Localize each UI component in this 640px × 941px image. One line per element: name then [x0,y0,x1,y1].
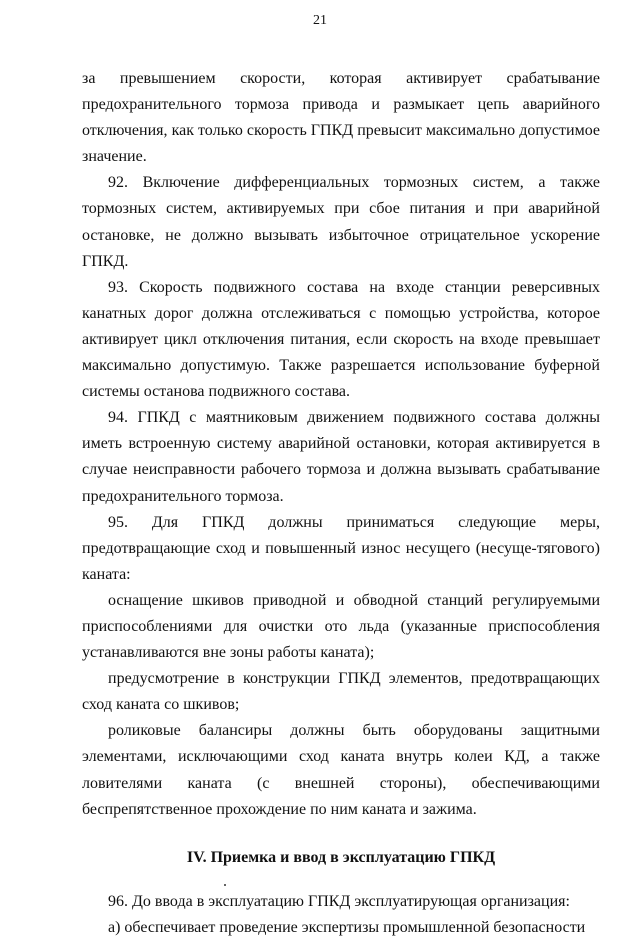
paragraph-96a: а) обеспечивает проведение экспертизы промышленной безопасности [108,918,586,936]
paragraph-94: 94. ГПКД с маятниковым движением подвижного состава должны иметь встроенную систему аварийной остановки, которая активируется в случае неисправности рабочего тормоза и должна вызывать срабатывание предохранительного тормоза. [82,409,600,505]
paragraph-continuation: за превышением скорости, которая активирует срабатывание предохранительного тормоза привода и размыкает цепь аварийного отключения, как только скорость ГПКД превысит максимально допустимое значение. [82,70,600,166]
scan-artifact-dot [224,884,226,886]
list-item-roller-batteries: роликовые балансиры должны быть оборудованы защитными элементами, исключающими сход каната внутрь колеи КД, а также ловителями каната (с внешней стороны), обеспечивающими беспрепятственное прохождение по ним каната и зажима. [82,722,600,818]
list-item-sheave-deicing: оснащение шкивов приводной и обводной станций регулируемыми приспособлениями для очистки ото льда (указанные приспособления устанавливаются вне зоны работы каната); [82,591,600,662]
document-body [82,66,600,941]
paragraph-93: 93. Скорость подвижного состава на входе станции реверсивных канатных дорог должна отслеживаться с помощью устройства, которое активирует цикл отключения питания, если скорость на входе превышает максимально допустимую. Также разрешается использование буферной системы останова подвижного состава. [82,278,600,401]
page-number: 21 [313,13,327,28]
paragraph-92: 92. Включение дифференциальных тормозных систем, а также тормозных систем, активируемых при сбое питания и при аварийной остановке, не должно вызывать избыточное отрицательное ускорение ГПКД. [82,174,600,270]
list-item-derail-prevention: предусмотрение в конструкции ГПКД элементов, предотвращающих сход каната со шкивов; [82,670,600,714]
paragraph-96: 96. До ввода в эксплуатацию ГПКД эксплуатирующая организация: [108,892,570,910]
paragraph-95: 95. Для ГПКД должны приниматься следующие меры, предотвращающие сход и повышенный износ несущего (несуще-тягового) каната: [82,513,600,583]
section-heading: IV. Приемка и ввод в эксплуатацию ГПКД [186,848,496,866]
